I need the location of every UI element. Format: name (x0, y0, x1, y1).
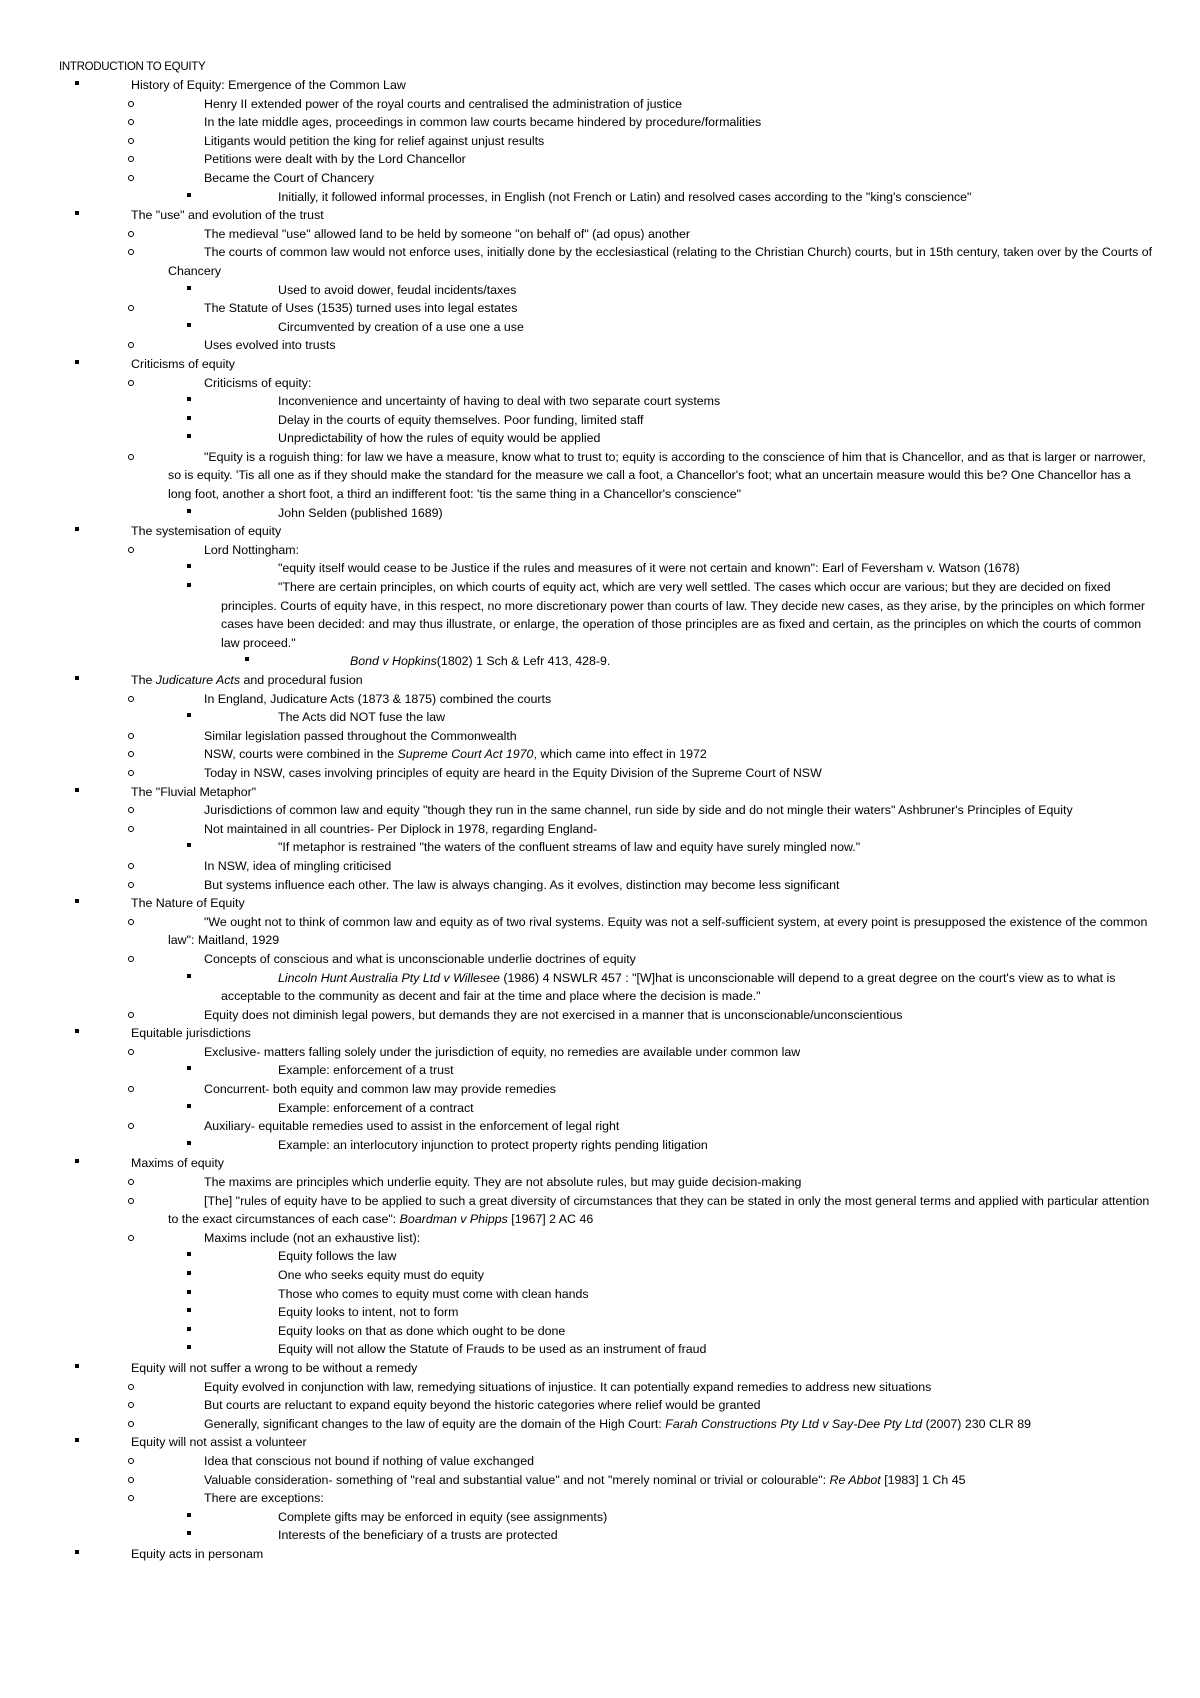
outline-item-text (0, 504, 1200, 523)
outline-item (0, 801, 1200, 820)
outline-item-text (0, 801, 1200, 820)
case-citation-italic: Lincoln Hunt Australia Pty Ltd v Willesee (278, 970, 500, 985)
square-bullet-icon (187, 193, 191, 197)
outline-item-text-body: Maxims include (not an exhaustive list): (204, 1230, 421, 1245)
square-bullet-icon (187, 974, 191, 978)
outline-item (0, 1266, 1200, 1285)
square-bullet-icon (187, 286, 191, 290)
outline-item-text (0, 1396, 1200, 1415)
square-bullet-icon (187, 713, 191, 717)
outline-item-text-body: (1802) 1 Sch & Lefr 413, 428-9. (436, 654, 611, 669)
square-bullet-icon (187, 323, 191, 327)
outline-item-text (0, 894, 1200, 913)
outline-item-text-body: The medieval "use" allowed land to be held by someone "on behalf of" (ad opus) another (204, 226, 690, 241)
square-bullet-icon (187, 1066, 191, 1070)
outline-item-text-prefix: NSW, courts were combined in the (204, 747, 398, 762)
outline-item-text-body: Litigants would petition the king for relief against unjust results (204, 133, 545, 148)
outline-item (0, 318, 1200, 337)
outline-item-text-body: Concurrent- both equity and common law may provide remedies (204, 1082, 556, 1097)
outline-item (0, 522, 1200, 541)
outline-item (0, 76, 1200, 95)
outline-item (0, 1285, 1200, 1304)
case-citation-italic: Farah Constructions Pty Ltd v Say-Dee Pty Ltd (665, 1416, 923, 1431)
square-bullet-icon (245, 657, 249, 661)
square-bullet-icon (75, 788, 79, 792)
outline-item (0, 1340, 1200, 1359)
outline-item-text-body: Equity will not suffer a wrong to be without a remedy (131, 1360, 418, 1375)
outline-item-text-body: The maxims are principles which underlie equity. They are not absolute rules, but may guide decision-making (204, 1175, 802, 1190)
circle-bullet-icon (128, 1012, 134, 1018)
square-bullet-icon (75, 676, 79, 680)
outline-item-text-body: Interests of the beneficiary of a trusts are protected (278, 1528, 558, 1543)
circle-bullet-icon (128, 956, 134, 962)
square-bullet-icon (187, 564, 191, 568)
outline-item-text (0, 169, 1200, 188)
square-bullet-icon (187, 416, 191, 420)
outline-item (0, 559, 1200, 578)
outline-item-text (0, 76, 1200, 95)
outline-item-text-body: Equity evolved in conjunction with law, remedying situations of injustice. It can potentially expand remedies to address new situations (204, 1379, 932, 1394)
outline-item (0, 1080, 1200, 1099)
outline-item (0, 1229, 1200, 1248)
outline-item-text (0, 150, 1200, 169)
outline-item (0, 150, 1200, 169)
outline-item (0, 113, 1200, 132)
document-title: INTRODUCTION TO EQUITY (59, 61, 206, 73)
outline-item-text (0, 1526, 1200, 1545)
outline-item-text (0, 355, 1200, 374)
outline-item-text (0, 783, 1200, 802)
outline-item (0, 894, 1200, 913)
outline-item-text-body: Inconvenience and uncertainty of having to deal with two separate court systems (278, 394, 721, 409)
outline-item-text-body: Equity looks to intent, not to form (278, 1305, 459, 1320)
outline-item-text (0, 838, 1200, 857)
outline-item-text-body: Equity will not assist a volunteer (131, 1435, 307, 1450)
outline-item-text-body: Initially, it followed informal processes, in English (not French or Latin) and resolved cases according to the "king's conscience" (278, 189, 972, 204)
outline-item-text (0, 1489, 1200, 1508)
outline-item-text-body: The Statute of Uses (1535) turned uses into legal estates (204, 301, 518, 316)
outline-item (0, 1471, 1200, 1490)
outline-item (0, 1192, 1200, 1229)
circle-bullet-icon (128, 919, 134, 925)
outline-item-text (0, 1117, 1200, 1136)
outline-item-text-body: Criticisms of equity: (204, 375, 312, 390)
outline-item-text-body: , which came into effect in 1972 (533, 747, 707, 762)
outline-item-text (0, 1266, 1200, 1285)
square-bullet-icon (75, 1159, 79, 1163)
outline-item (0, 225, 1200, 244)
outline-item-text-body: and procedural fusion (240, 673, 363, 687)
square-bullet-icon (75, 1550, 79, 1554)
outline-item-text (0, 727, 1200, 746)
circle-bullet-icon (128, 231, 134, 237)
circle-bullet-icon (128, 1421, 134, 1427)
outline-item-text-body: Today in NSW, cases involving principles of equity are heard in the Equity Division of the Supreme Court of NSW (204, 765, 822, 780)
outline-item-text-body: Criticisms of equity (131, 356, 235, 371)
outline-item-text-body: (2007) 230 CLR 89 (922, 1416, 1031, 1431)
outline-item-text-body: Equity will not allow the Statute of Frauds to be used as an instrument of fraud (278, 1342, 707, 1357)
outline-item-text-body: Similar legislation passed throughout the Commonwealth (204, 728, 517, 743)
outline-item-text-prefix: [The] "rules of equity have to be applied to such a great diversity of circumstances that they can be stated in only the most general terms and applied with particular attention to the exact circumstances of each case": (168, 1193, 1150, 1227)
outline-item-text-body: "We ought not to think of common law and equity as of two rival systems. Equity was not a self-sufficient system, at every point is presupposed the existence of the common law": Maitland, 1929 (168, 914, 1148, 948)
square-bullet-icon (75, 81, 79, 85)
case-citation-italic: Supreme Court Act 1970 (397, 747, 534, 762)
outline-item (0, 1526, 1200, 1545)
outline-item (0, 448, 1200, 504)
outline-item-text (0, 95, 1200, 114)
outline-item-text (0, 578, 1200, 652)
square-bullet-icon (187, 1104, 191, 1108)
outline-item (0, 132, 1200, 151)
outline-item (0, 504, 1200, 523)
outline-item (0, 838, 1200, 857)
square-bullet-icon (187, 1290, 191, 1294)
outline-item-text (0, 1229, 1200, 1248)
outline-item (0, 1043, 1200, 1062)
outline-item (0, 1099, 1200, 1118)
outline-item-text (0, 336, 1200, 355)
outline-item-text (350, 652, 1200, 671)
outline-item-text (0, 318, 1200, 337)
outline-item-text (0, 1378, 1200, 1397)
outline-item (0, 1322, 1200, 1341)
outline-item-text (0, 299, 1200, 318)
outline-item-text-body: Became the Court of Chancery (204, 170, 375, 185)
outline-item-text-body: [1967] 2 AC 46 (507, 1212, 594, 1227)
outline-item-text (0, 1452, 1200, 1471)
outline-item-text-body: Uses evolved into trusts (204, 338, 336, 353)
circle-bullet-icon (128, 1235, 134, 1241)
outline-item-text (0, 243, 1200, 280)
outline-item-text (0, 1545, 1200, 1564)
outline-item-text-body: The Nature of Equity (131, 896, 245, 911)
outline-item-text (0, 876, 1200, 895)
circle-bullet-icon (128, 1384, 134, 1390)
outline-item-text-body: History of Equity: Emergence of the Common Law (131, 78, 406, 92)
outline-item-text (0, 950, 1200, 969)
outline-item-text-body: Petitions were dealt with by the Lord Chancellor (204, 152, 466, 167)
outline-item (0, 745, 1200, 764)
circle-bullet-icon (128, 1049, 134, 1055)
case-citation-italic: Judicature Acts (155, 673, 241, 687)
circle-bullet-icon (128, 547, 134, 553)
outline-item-text (0, 1136, 1200, 1155)
outline-item-text (0, 429, 1200, 448)
outline-item (0, 913, 1200, 950)
square-bullet-icon (187, 1345, 191, 1349)
outline-item (0, 243, 1200, 280)
outline-item-text-body: Example: an interlocutory injunction to protect property rights pending litigation (278, 1137, 708, 1152)
outline-item-text (0, 1433, 1200, 1452)
outline-item-text-body: The "Fluvial Metaphor" (131, 784, 257, 799)
square-bullet-icon (187, 1327, 191, 1331)
outline-item (0, 857, 1200, 876)
outline-item-text-body: Delay in the courts of equity themselves. Poor funding, limited staff (278, 412, 644, 427)
square-bullet-icon (75, 360, 79, 364)
outline-item-text-body: Equity looks on that as done which ought to be done (278, 1323, 566, 1338)
outline-item-text-body: Not maintained in all countries- Per Diplock in 1978, regarding England- (204, 821, 598, 836)
circle-bullet-icon (128, 138, 134, 144)
outline-item (0, 708, 1200, 727)
outline-item (0, 969, 1200, 1006)
outline-item-text (0, 1006, 1200, 1025)
circle-bullet-icon (128, 696, 134, 702)
outline-item-text (0, 820, 1200, 839)
outline-item-text-body: The systemisation of equity (131, 524, 282, 539)
outline-item-text (0, 206, 1200, 225)
circle-bullet-icon (128, 1458, 134, 1464)
outline-item (0, 541, 1200, 560)
outline-item (0, 652, 1200, 671)
outline-item-text (0, 1173, 1200, 1192)
outline-item (0, 299, 1200, 318)
outline-item (0, 1154, 1200, 1173)
square-bullet-icon (75, 899, 79, 903)
outline-item-text-body: But courts are reluctant to expand equity beyond the historic categories where relief would be granted (204, 1398, 761, 1413)
square-bullet-icon (187, 509, 191, 513)
outline-item (0, 876, 1200, 895)
outline-item-text-body: Auxiliary- equitable remedies used to assist in the enforcement of legal right (204, 1119, 620, 1134)
outline-item-text-body: Concepts of conscious and what is unconscionable underlie doctrines of equity (204, 951, 636, 966)
outline-item (0, 1396, 1200, 1415)
outline-item-text (0, 1340, 1200, 1359)
outline-item-text (0, 225, 1200, 244)
outline-item-text (0, 764, 1200, 783)
square-bullet-icon (75, 1029, 79, 1033)
outline-item (0, 1433, 1200, 1452)
outline-item-text (0, 1099, 1200, 1118)
outline-item-text-body: Example: enforcement of a contract (278, 1100, 474, 1115)
outline-item-text (0, 392, 1200, 411)
square-bullet-icon (75, 1364, 79, 1368)
outline-item (0, 429, 1200, 448)
outline-item-text (0, 1322, 1200, 1341)
outline-item-text-body: The courts of common law would not enforce uses, initially done by the ecclesiastical (relating to the Christian Church) courts, but in 15th century, taken over by the Courts of Chancery (168, 245, 1153, 278)
square-bullet-icon (187, 434, 191, 438)
outline-item-text (0, 1471, 1200, 1490)
outline-item (0, 336, 1200, 355)
outline-item-text-body: Unpredictability of how the rules of equity would be applied (278, 431, 601, 446)
outline-item-text (0, 541, 1200, 560)
outline-item-text-body: Equity follows the law (278, 1249, 397, 1264)
outline-item-text-body: In the late middle ages, proceedings in common law courts became hindered by procedure/formalities (204, 115, 762, 130)
outline-item-text (0, 1359, 1200, 1378)
outline-item-text-prefix: Generally, significant changes to the law of equity are the domain of the High Court: (204, 1416, 666, 1431)
outline-item-text (0, 1024, 1200, 1043)
outline-item (0, 95, 1200, 114)
outline-item (0, 1378, 1200, 1397)
outline-item (0, 820, 1200, 839)
outline-item-text (0, 1061, 1200, 1080)
square-bullet-icon (187, 843, 191, 847)
outline-item-text-body: Those who comes to equity must come with clean hands (278, 1286, 589, 1301)
outline-item (0, 1006, 1200, 1025)
outline-item-text (0, 913, 1200, 950)
outline-item-text-body: Maxims of equity (131, 1156, 224, 1171)
square-bullet-icon (187, 1271, 191, 1275)
outline-item (0, 1024, 1200, 1043)
outline-item-text-body: In England, Judicature Acts (1873 & 1875) combined the courts (204, 691, 552, 706)
outline-item (0, 578, 1200, 652)
outline-item (0, 355, 1200, 374)
outline-item (0, 1173, 1200, 1192)
outline-list (0, 76, 1200, 1564)
outline-item-text (0, 690, 1200, 709)
circle-bullet-icon (128, 101, 134, 107)
outline-item (0, 188, 1200, 207)
outline-item-text-body: (1986) 4 NSWLR 457 : "[W]hat is unconscionable will depend to a great degree on the court's view as to what is acceptable to the community as decent and fair at the time and place where the decision is made." (221, 970, 1116, 1004)
outline-item-text-body: Equitable jurisdictions (131, 1026, 251, 1041)
outline-item-text-body: Complete gifts may be enforced in equity (see assignments) (278, 1509, 608, 1524)
square-bullet-icon (187, 1141, 191, 1145)
circle-bullet-icon (128, 1179, 134, 1185)
outline-item (0, 671, 1200, 690)
outline-item-text (0, 745, 1200, 764)
outline-item (0, 727, 1200, 746)
outline-item-text (0, 411, 1200, 430)
outline-item-text (0, 559, 1200, 578)
outline-item-text (0, 1303, 1200, 1322)
square-bullet-icon (75, 211, 79, 215)
outline-item-text (0, 671, 1200, 690)
circle-bullet-icon (128, 454, 134, 460)
outline-item (0, 1489, 1200, 1508)
outline-item-text (0, 281, 1200, 300)
outline-item (0, 1117, 1200, 1136)
outline-item-text (0, 857, 1200, 876)
outline-item-text-body: There are exceptions: (204, 1491, 324, 1506)
outline-item-text (0, 1192, 1200, 1229)
outline-item (0, 783, 1200, 802)
outline-item-text-body: Jurisdictions of common law and equity "though they run in the same channel, run side by side and do not mingle their waters" Ashbruner's Principles of Equity (204, 803, 1073, 818)
outline-item-text (0, 1285, 1200, 1304)
outline-item-text-body: "Equity is a roguish thing: for law we have a measure, know what to trust to; equity is according to the conscience of him that is Chancellor, and as that is larger or narrower, so is equity. 'Tis all one as if they should make the standard for the measure we call a foot, a Chancellor's foot; what an uncertain measure would this be? One Chancellor has a long foot, another a short foot, a third an indifferent foot: 'tis the same thing in a Chancellor's conscience" (168, 449, 1146, 502)
outline-item-text-prefix: The (131, 673, 156, 687)
outline-item-text-body: [1983] 1 Ch 45 (880, 1472, 966, 1487)
outline-item (0, 764, 1200, 783)
outline-item-text-body: "There are certain principles, on which courts of equity act, which are very well settled. The cases which occur are various; but they are decided on fixed principles. Courts of equity have, in this respect, no more discretionary power than courts of law. They decide new cases, as they arise, by the principles on which former cases have been decided: and may thus illustrate, or enlarge, the operation of those principles are as fixed and certain, as the principles on which the courts of common law proceed." (221, 580, 1146, 650)
case-citation-italic: Re Abbot (829, 1472, 881, 1487)
outline-item (0, 392, 1200, 411)
outline-item-text-prefix: Valuable consideration- something of "real and substantial value" and not "merely nominal or trivial or colourable": (204, 1472, 830, 1487)
outline-item (0, 1303, 1200, 1322)
outline-item (0, 1415, 1200, 1434)
outline-item-text-body: One who seeks equity must do equity (278, 1268, 484, 1282)
circle-bullet-icon (128, 882, 134, 888)
outline-item-text-body: Equity does not diminish legal powers, but demands they are not exercised in a manner that is unconscionable/unconscientious (204, 1007, 903, 1022)
outline-item-text-body: "If metaphor is restrained "the waters of the confluent streams of law and equity have surely mingled now." (278, 840, 861, 855)
outline-item-text-body: But systems influence each other. The law is always changing. As it evolves, distinction may become less significant (204, 877, 840, 892)
outline-item-text (0, 1508, 1200, 1527)
circle-bullet-icon (128, 733, 134, 739)
outline-item (0, 281, 1200, 300)
outline-item-text-body: Lord Nottingham: (204, 542, 300, 557)
outline-item-text-body: Idea that conscious not bound if nothing of value exchanged (204, 1453, 534, 1468)
square-bullet-icon (187, 397, 191, 401)
outline-item-text-body: In NSW, idea of mingling criticised (204, 858, 392, 873)
outline-item (0, 169, 1200, 188)
outline-item-text (0, 522, 1200, 541)
circle-bullet-icon (128, 1198, 134, 1204)
outline-item (0, 1247, 1200, 1266)
outline-item-text-body: John Selden (published 1689) (278, 505, 443, 520)
outline-item (0, 411, 1200, 430)
circle-bullet-icon (128, 1477, 134, 1483)
square-bullet-icon (187, 1308, 191, 1312)
outline-item-text (0, 188, 1200, 207)
circle-bullet-icon (128, 826, 134, 832)
outline-item (0, 374, 1200, 393)
outline-item (0, 1452, 1200, 1471)
outline-item (0, 1545, 1200, 1564)
outline-item-text-body: Exclusive- matters falling solely under the jurisdiction of equity, no remedies are available under common law (204, 1044, 801, 1059)
outline-item-text (0, 1043, 1200, 1062)
circle-bullet-icon (128, 380, 134, 386)
outline-item-text-body: "equity itself would cease to be Justice if the rules and measures of it were not certain and known": Earl of Feversham v. Watson (1678) (278, 561, 1020, 576)
outline-item-text (0, 1415, 1200, 1434)
square-bullet-icon (187, 1531, 191, 1535)
outline-item-text-body: The "use" and evolution of the trust (131, 208, 324, 223)
outline-item-text-body: Equity acts in personam (131, 1546, 264, 1561)
outline-item (0, 1061, 1200, 1080)
outline-item (0, 1359, 1200, 1378)
outline-item-text (0, 708, 1200, 727)
outline-item (0, 950, 1200, 969)
outline-item-text-body: Used to avoid dower, feudal incidents/taxes (278, 282, 517, 297)
outline-item-text (0, 1247, 1200, 1266)
case-citation-italic: Boardman v Phipps (399, 1212, 508, 1227)
circle-bullet-icon (128, 175, 134, 181)
circle-bullet-icon (128, 770, 134, 776)
outline-item-text (0, 374, 1200, 393)
outline-item-text-body: The Acts did NOT fuse the law (278, 710, 446, 725)
outline-item (0, 1136, 1200, 1155)
case-citation-italic: Bond v Hopkins (350, 654, 437, 669)
outline-item-text (0, 1154, 1200, 1173)
outline-item (0, 1508, 1200, 1527)
outline-item-text (0, 969, 1200, 1006)
square-bullet-icon (75, 1438, 79, 1442)
outline-item-text-body: Henry II extended power of the royal courts and centralised the administration of justice (204, 96, 682, 111)
outline-item (0, 690, 1200, 709)
outline-item-text (0, 1080, 1200, 1099)
outline-item (0, 206, 1200, 225)
outline-item-text (0, 113, 1200, 132)
outline-item-text-body: Circumvented by creation of a use one a use (278, 319, 524, 334)
outline-item-text-body: Example: enforcement of a trust (278, 1063, 454, 1078)
outline-item-text (0, 132, 1200, 151)
square-bullet-icon (187, 583, 191, 587)
square-bullet-icon (75, 527, 79, 531)
outline-item-text (0, 448, 1200, 504)
square-bullet-icon (187, 1513, 191, 1517)
circle-bullet-icon (128, 863, 134, 869)
square-bullet-icon (187, 1252, 191, 1256)
